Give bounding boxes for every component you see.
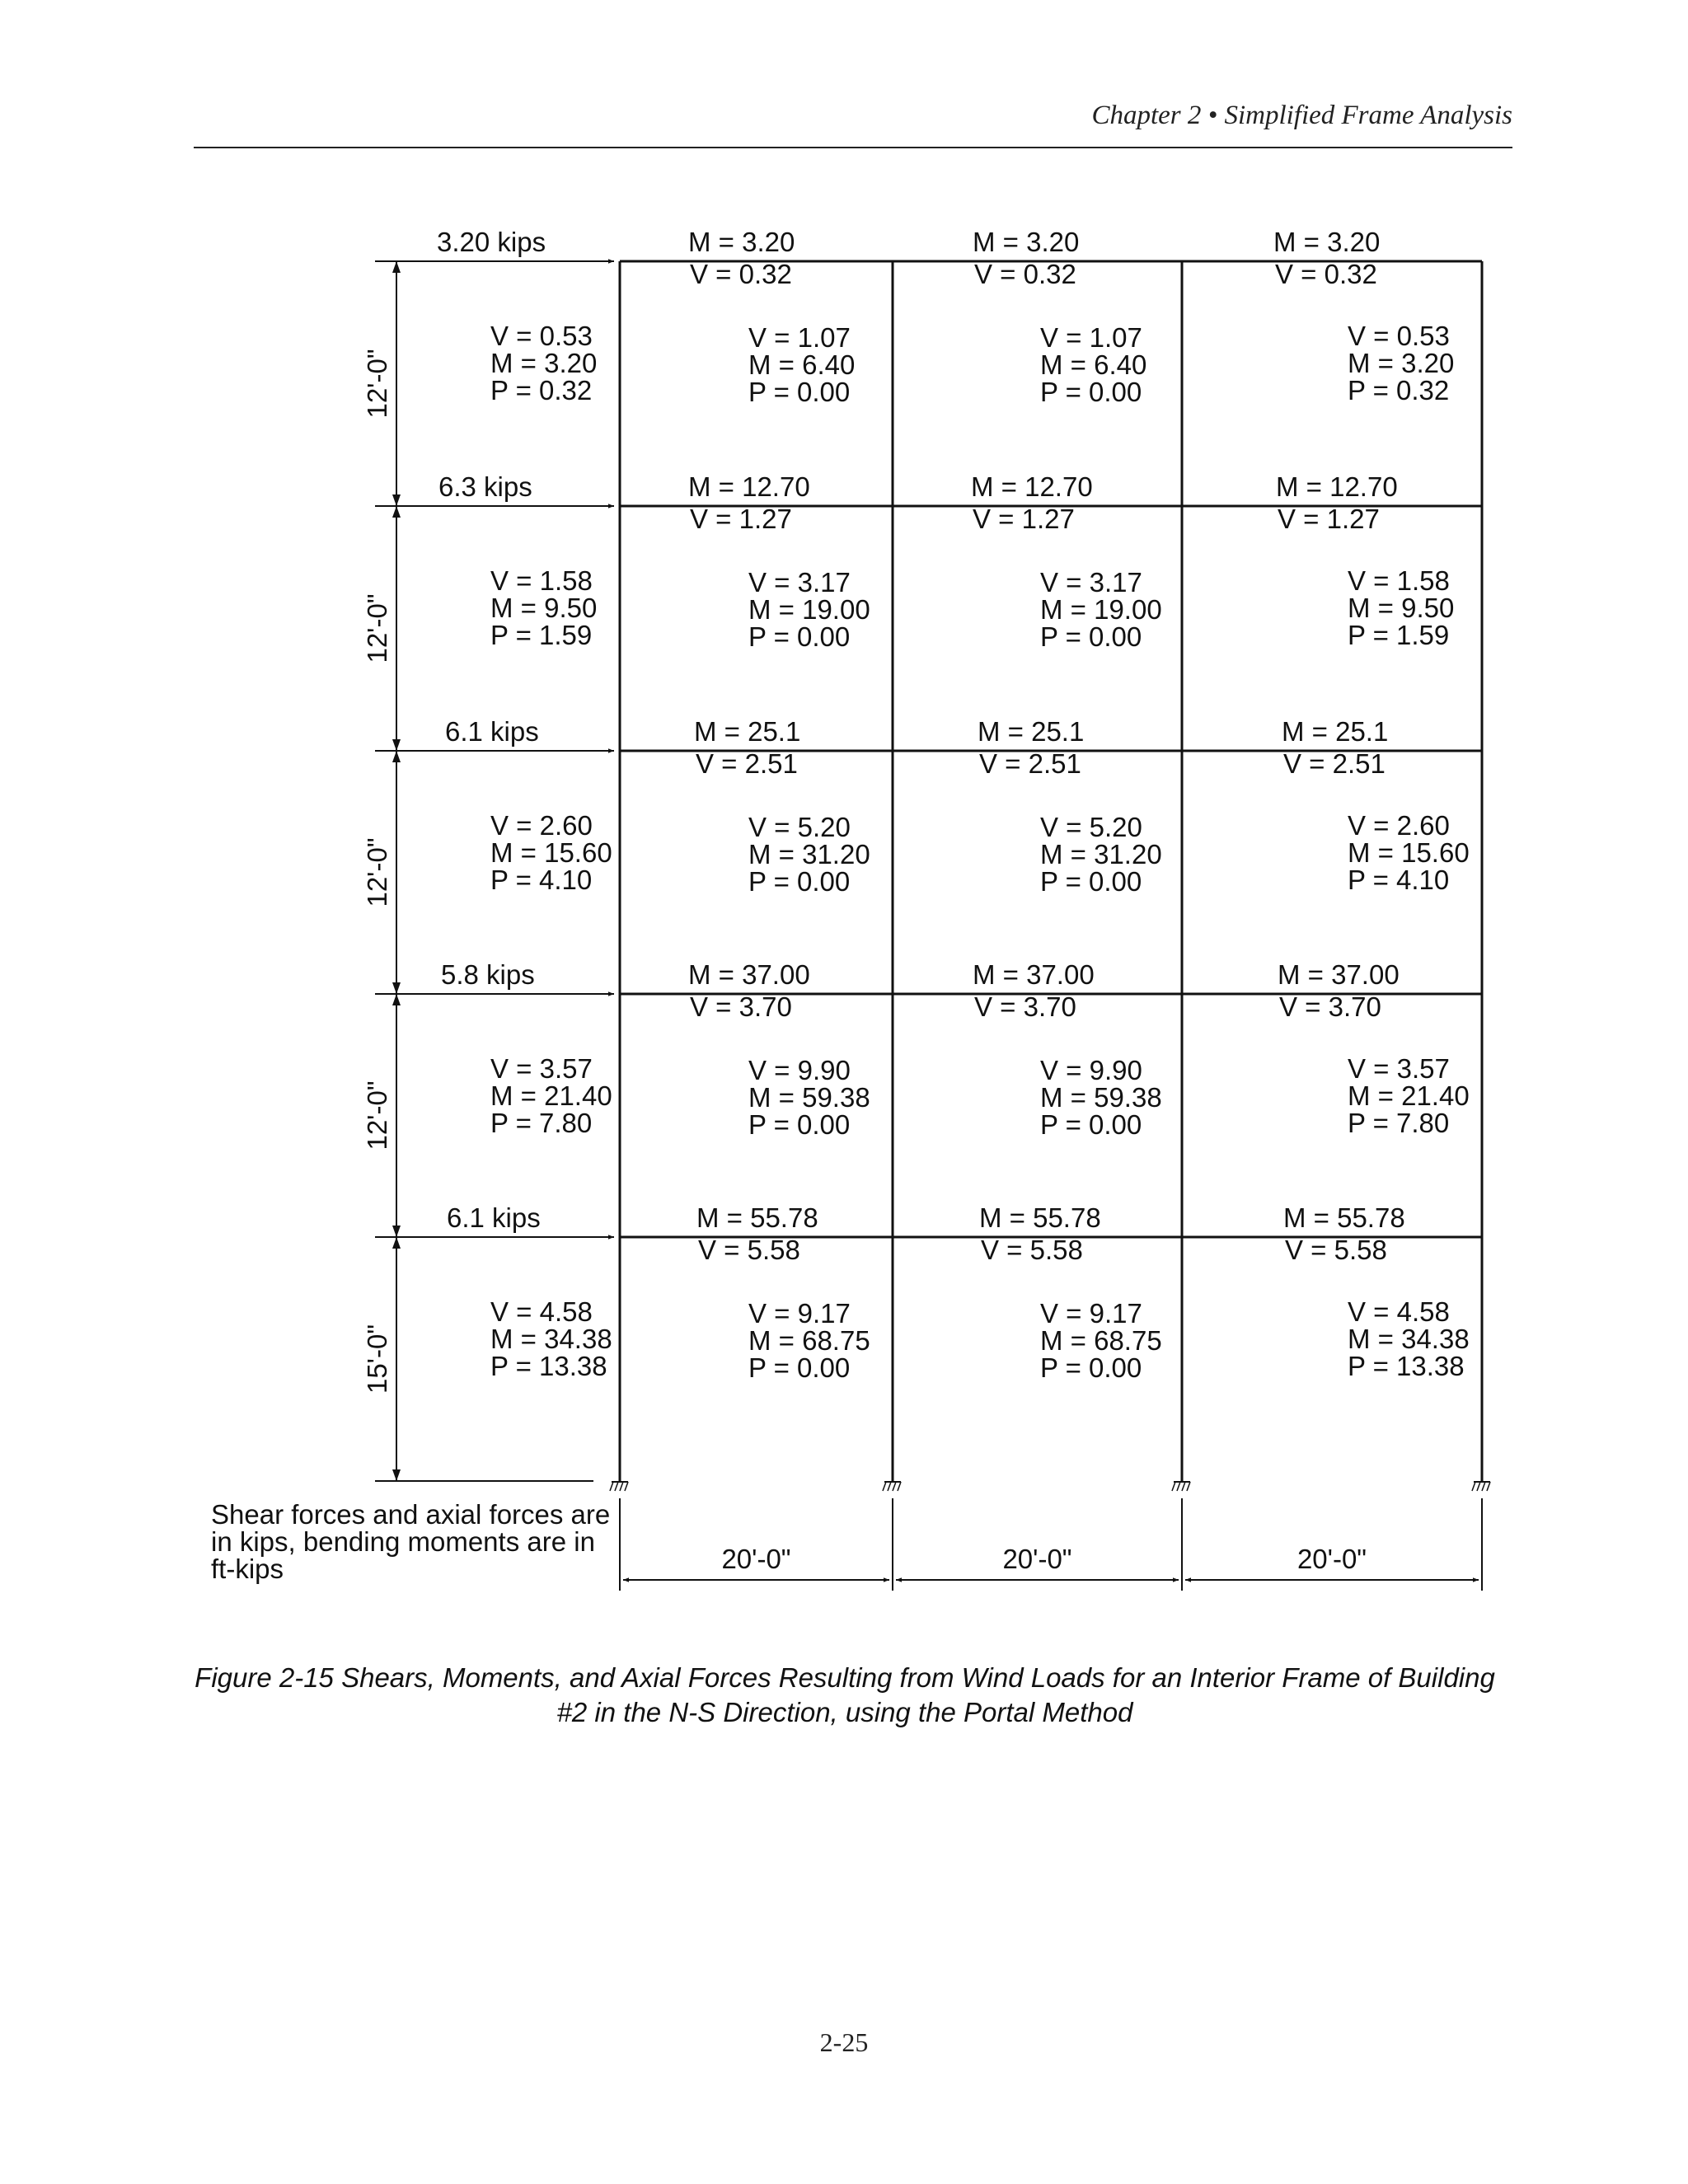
support-hatch — [1472, 1482, 1475, 1491]
chapter-title: Chapter 2 • Simplified Frame Analysis — [1091, 101, 1512, 130]
column-moment-label: M = 34.38 — [1348, 1324, 1470, 1354]
support-hatch — [1487, 1482, 1490, 1491]
beam-moment-label: M = 25.1 — [978, 716, 1085, 747]
beam-shear-label: V = 1.27 — [1278, 504, 1380, 534]
bay-width-label: 20'-0" — [1296, 1544, 1367, 1574]
support-hatch — [888, 1482, 891, 1491]
column-shear-label: V = 5.20 — [748, 812, 851, 842]
beam-shear-label: V = 1.27 — [973, 504, 1075, 534]
lateral-load-label: 3.20 kips — [437, 227, 546, 257]
beam-moment-label: M = 37.00 — [688, 959, 810, 990]
support-hatch — [1187, 1482, 1190, 1491]
units-note-line: in kips, bending moments are in — [211, 1526, 595, 1557]
bay-width-label: 20'-0" — [721, 1544, 791, 1574]
column-moment-label: M = 3.20 — [1348, 348, 1455, 378]
beam-moment-label: M = 25.1 — [694, 716, 801, 747]
column-moment-label: M = 68.75 — [1040, 1325, 1162, 1356]
column-shear-label: V = 0.53 — [490, 321, 593, 351]
support-hatch — [893, 1482, 896, 1491]
column-axial-label: P = 0.00 — [1040, 1352, 1142, 1383]
beam-moment-label: M = 55.78 — [979, 1202, 1101, 1233]
story-height-label: 12'-0" — [362, 837, 392, 907]
figure-caption — [165, 1661, 1525, 1730]
dimension-arrowhead — [392, 1469, 401, 1481]
column-moment-label: M = 6.40 — [748, 349, 856, 380]
beam-moment-label: M = 37.00 — [973, 959, 1095, 990]
beam-moment-label: M = 25.1 — [1282, 716, 1389, 747]
dimension-arrowhead — [392, 261, 401, 273]
beam-shear-label: V = 5.58 — [698, 1235, 800, 1265]
column-axial-label: P = 0.00 — [1040, 621, 1142, 652]
column-moment-label: M = 15.60 — [1348, 837, 1470, 868]
beam-moment-label: M = 12.70 — [1276, 471, 1398, 502]
beam-shear-label: V = 3.70 — [974, 991, 1076, 1022]
column-moment-label: M = 31.20 — [1040, 839, 1162, 869]
column-shear-label: V = 3.57 — [1348, 1053, 1450, 1084]
story-height-label: 12'-0" — [362, 349, 392, 419]
column-shear-label: V = 3.17 — [1040, 567, 1142, 598]
column-axial-label: P = 1.59 — [1348, 620, 1450, 650]
column-axial-label: P = 4.10 — [490, 865, 593, 895]
column-shear-label: V = 2.60 — [490, 810, 593, 841]
column-moment-label: M = 6.40 — [1040, 349, 1147, 380]
support-hatch — [898, 1482, 901, 1491]
column-moment-label: M = 68.75 — [748, 1325, 870, 1356]
column-shear-label: V = 4.58 — [1348, 1296, 1450, 1327]
beam-moment-label: M = 12.70 — [971, 471, 1093, 502]
lateral-load-label: 6.1 kips — [445, 716, 539, 747]
column-moment-label: M = 9.50 — [1348, 593, 1455, 623]
dimension-lines — [375, 261, 1482, 1591]
support-hatch — [620, 1482, 623, 1491]
dimension-arrowhead — [392, 739, 401, 751]
beam-shear-label: V = 3.70 — [1279, 991, 1381, 1022]
support-hatch — [1482, 1482, 1485, 1491]
column-axial-label: P = 7.80 — [1348, 1108, 1450, 1138]
column-axial-label: P = 7.80 — [490, 1108, 593, 1138]
story-height-label: 15'-0" — [362, 1324, 392, 1394]
lateral-load-label: 6.1 kips — [447, 1202, 541, 1233]
column-moment-label: M = 59.38 — [1040, 1082, 1162, 1113]
dimension-arrowhead — [392, 751, 401, 762]
column-shear-label: V = 1.07 — [748, 322, 851, 353]
beam-shear-label: V = 5.58 — [981, 1235, 1083, 1265]
beam-moment-label: M = 3.20 — [973, 227, 1080, 257]
column-shear-label: V = 3.17 — [748, 567, 851, 598]
column-moment-label: M = 3.20 — [490, 348, 598, 378]
column-axial-label: P = 0.00 — [748, 1352, 851, 1383]
column-axial-label: P = 1.59 — [490, 620, 593, 650]
column-axial-label: P = 0.00 — [748, 377, 851, 407]
units-note-line: Shear forces and axial forces are — [211, 1499, 611, 1530]
lateral-load-label: 5.8 kips — [441, 959, 535, 990]
column-shear-label: V = 9.17 — [1040, 1298, 1142, 1329]
beam-shear-label: V = 2.51 — [696, 748, 798, 779]
column-moment-label: M = 15.60 — [490, 837, 612, 868]
column-axial-label: P = 13.38 — [1348, 1351, 1465, 1381]
force-labels — [211, 227, 1470, 1584]
dimension-arrowhead — [392, 1226, 401, 1237]
column-axial-label: P = 0.00 — [1040, 1109, 1142, 1140]
support-hatch — [610, 1482, 613, 1491]
beam-moment-label: M = 37.00 — [1278, 959, 1400, 990]
column-moment-label: M = 34.38 — [490, 1324, 612, 1354]
column-axial-label: P = 0.00 — [1040, 377, 1142, 407]
column-axial-label: P = 0.32 — [1348, 375, 1450, 405]
beam-shear-label: V = 0.32 — [1275, 259, 1377, 289]
page-number: 2-25 — [819, 2027, 869, 2057]
support-hatch — [615, 1482, 618, 1491]
column-axial-label: P = 0.00 — [748, 621, 851, 652]
column-shear-label: V = 1.58 — [1348, 565, 1450, 596]
column-axial-label: P = 0.00 — [748, 866, 851, 897]
column-shear-label: V = 9.90 — [748, 1055, 851, 1085]
support-hatch — [1182, 1482, 1185, 1491]
dimension-arrowhead — [392, 494, 401, 506]
beam-shear-label: V = 0.32 — [690, 259, 792, 289]
beam-shear-label: V = 1.27 — [690, 504, 792, 534]
column-shear-label: V = 5.20 — [1040, 812, 1142, 842]
story-height-label: 12'-0" — [362, 1080, 392, 1151]
column-axial-label: P = 4.10 — [1348, 865, 1450, 895]
units-note-line: ft-kips — [211, 1554, 284, 1584]
column-moment-label: M = 31.20 — [748, 839, 870, 869]
support-hatch — [883, 1482, 886, 1491]
column-moment-label: M = 19.00 — [1040, 594, 1162, 625]
column-shear-label: V = 4.58 — [490, 1296, 593, 1327]
column-shear-label: V = 1.07 — [1040, 322, 1142, 353]
beam-shear-label: V = 5.58 — [1285, 1235, 1387, 1265]
beam-moment-label: M = 3.20 — [688, 227, 795, 257]
column-axial-label: P = 13.38 — [490, 1351, 607, 1381]
column-moment-label: M = 21.40 — [490, 1080, 612, 1111]
column-moment-label: M = 19.00 — [748, 594, 870, 625]
column-shear-label: V = 9.90 — [1040, 1055, 1142, 1085]
beam-moment-label: M = 12.70 — [688, 471, 810, 502]
column-moment-label: M = 59.38 — [748, 1082, 870, 1113]
beam-moment-label: M = 55.78 — [1283, 1202, 1405, 1233]
dimension-arrowhead — [392, 506, 401, 518]
lateral-load-label: 6.3 kips — [438, 471, 532, 502]
column-shear-label: V = 9.17 — [748, 1298, 851, 1329]
column-shear-label: V = 1.58 — [490, 565, 593, 596]
column-shear-label: V = 3.57 — [490, 1053, 593, 1084]
beam-shear-label: V = 3.70 — [690, 991, 792, 1022]
dimension-arrowhead — [392, 994, 401, 1005]
beam-shear-label: V = 0.32 — [974, 259, 1076, 289]
column-moment-label: M = 21.40 — [1348, 1080, 1470, 1111]
beam-shear-label: V = 2.51 — [979, 748, 1081, 779]
column-shear-label: V = 2.60 — [1348, 810, 1450, 841]
column-shear-label: V = 0.53 — [1348, 321, 1450, 351]
support-hatch — [1477, 1482, 1480, 1491]
beam-moment-label: M = 3.20 — [1273, 227, 1381, 257]
support-hatch — [1177, 1482, 1180, 1491]
dimension-arrowhead — [392, 982, 401, 994]
column-axial-label: P = 0.00 — [748, 1109, 851, 1140]
dimension-arrowhead — [392, 1237, 401, 1249]
column-moment-label: M = 9.50 — [490, 593, 598, 623]
beam-shear-label: V = 2.51 — [1283, 748, 1386, 779]
bay-width-label: 20'-0" — [1002, 1544, 1072, 1574]
column-axial-label: P = 0.32 — [490, 375, 593, 405]
column-axial-label: P = 0.00 — [1040, 866, 1142, 897]
beam-moment-label: M = 55.78 — [696, 1202, 818, 1233]
caption-line-1: Figure 2-15 Shears, Moments, and Axial Forces Resulting from Wind Loads for an Interior Frame of Building — [195, 1662, 1495, 1693]
support-hatch — [1172, 1482, 1175, 1491]
caption-line-2: #2 in the N-S Direction, using the Portal Method — [556, 1697, 1133, 1727]
story-height-label: 12'-0" — [362, 593, 392, 663]
support-hatch — [625, 1482, 628, 1491]
